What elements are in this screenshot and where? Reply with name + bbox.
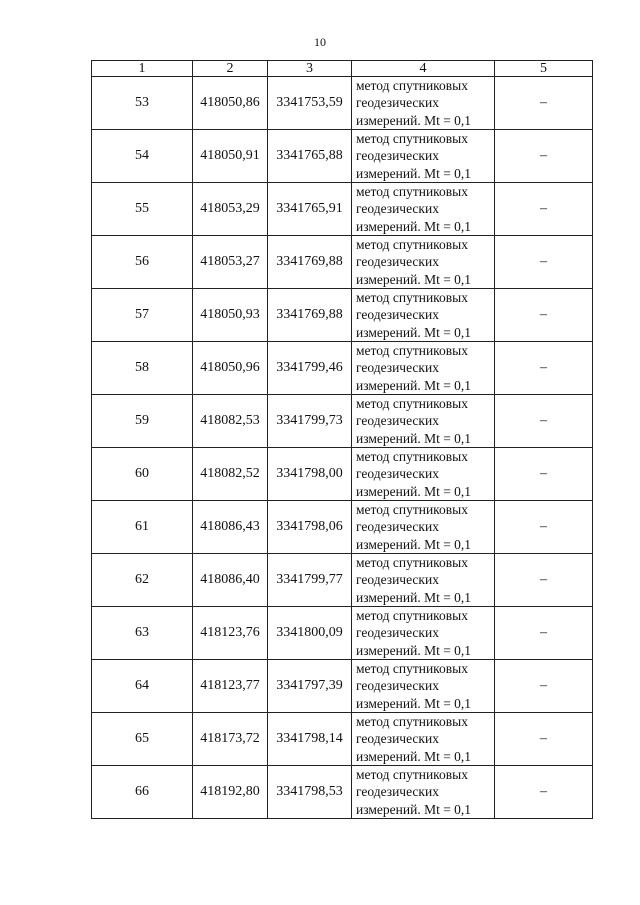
point-number-cell: 65 [92, 713, 193, 766]
column-header: 1 [92, 61, 193, 77]
point-number-cell: 66 [92, 766, 193, 819]
note-cell: – [495, 660, 593, 713]
table-row [92, 77, 593, 130]
method-cell: метод спутниковых геодезических измерений. Mt = 0,1 [352, 342, 495, 395]
y-coordinate-cell: 3341798,14 [268, 713, 352, 766]
table-row [92, 448, 593, 501]
table-row [92, 501, 593, 554]
note-cell: – [495, 607, 593, 660]
y-coordinate-cell: 3341800,09 [268, 607, 352, 660]
method-cell: метод спутниковых геодезических измерений. Mt = 0,1 [352, 448, 495, 501]
column-header: 4 [352, 61, 495, 77]
y-coordinate-cell: 3341798,53 [268, 766, 352, 819]
note-cell: – [495, 766, 593, 819]
method-cell: метод спутниковых геодезических измерений. Mt = 0,1 [352, 183, 495, 236]
method-cell: метод спутниковых геодезических измерений. Mt = 0,1 [352, 501, 495, 554]
method-cell: метод спутниковых геодезических измерений. Mt = 0,1 [352, 607, 495, 660]
x-coordinate-cell: 418053,27 [193, 236, 268, 289]
method-cell: метод спутниковых геодезических измерений. Mt = 0,1 [352, 766, 495, 819]
method-cell: метод спутниковых геодезических измерений. Mt = 0,1 [352, 395, 495, 448]
table-row [92, 342, 593, 395]
y-coordinate-cell: 3341765,91 [268, 183, 352, 236]
method-cell: метод спутниковых геодезических измерений. Mt = 0,1 [352, 289, 495, 342]
point-number-cell: 64 [92, 660, 193, 713]
x-coordinate-cell: 418050,86 [193, 77, 268, 130]
note-cell: – [495, 236, 593, 289]
point-number-cell: 57 [92, 289, 193, 342]
note-cell: – [495, 342, 593, 395]
table-row [92, 713, 593, 766]
table-row [92, 607, 593, 660]
y-coordinate-cell: 3341798,00 [268, 448, 352, 501]
note-cell: – [495, 289, 593, 342]
x-coordinate-cell: 418082,53 [193, 395, 268, 448]
note-cell: – [495, 501, 593, 554]
note-cell: – [495, 77, 593, 130]
y-coordinate-cell: 3341765,88 [268, 130, 352, 183]
x-coordinate-cell: 418123,76 [193, 607, 268, 660]
coordinates-table [91, 60, 593, 819]
y-coordinate-cell: 3341797,39 [268, 660, 352, 713]
table-row [92, 130, 593, 183]
point-number-cell: 58 [92, 342, 193, 395]
point-number-cell: 59 [92, 395, 193, 448]
point-number-cell: 54 [92, 130, 193, 183]
point-number-cell: 53 [92, 77, 193, 130]
method-cell: метод спутниковых геодезических измерений. Mt = 0,1 [352, 713, 495, 766]
table-row [92, 236, 593, 289]
x-coordinate-cell: 418053,29 [193, 183, 268, 236]
point-number-cell: 56 [92, 236, 193, 289]
method-cell: метод спутниковых геодезических измерений. Mt = 0,1 [352, 77, 495, 130]
x-coordinate-cell: 418050,96 [193, 342, 268, 395]
column-header: 5 [495, 61, 593, 77]
table-row [92, 289, 593, 342]
method-cell: метод спутниковых геодезических измерений. Mt = 0,1 [352, 236, 495, 289]
point-number-cell: 60 [92, 448, 193, 501]
y-coordinate-cell: 3341799,77 [268, 554, 352, 607]
y-coordinate-cell: 3341753,59 [268, 77, 352, 130]
x-coordinate-cell: 418123,77 [193, 660, 268, 713]
point-number-cell: 55 [92, 183, 193, 236]
x-coordinate-cell: 418173,72 [193, 713, 268, 766]
note-cell: – [495, 448, 593, 501]
point-number-cell: 63 [92, 607, 193, 660]
x-coordinate-cell: 418082,52 [193, 448, 268, 501]
y-coordinate-cell: 3341799,73 [268, 395, 352, 448]
table-header-row [92, 61, 593, 77]
table-row [92, 766, 593, 819]
x-coordinate-cell: 418050,91 [193, 130, 268, 183]
method-cell: метод спутниковых геодезических измерений. Mt = 0,1 [352, 554, 495, 607]
y-coordinate-cell: 3341798,06 [268, 501, 352, 554]
point-number-cell: 62 [92, 554, 193, 607]
method-cell: метод спутниковых геодезических измерений. Mt = 0,1 [352, 130, 495, 183]
table-row [92, 395, 593, 448]
table-row [92, 554, 593, 607]
x-coordinate-cell: 418050,93 [193, 289, 268, 342]
note-cell: – [495, 183, 593, 236]
point-number-cell: 61 [92, 501, 193, 554]
page-number: 10 [314, 35, 326, 49]
table-body [92, 77, 593, 819]
y-coordinate-cell: 3341769,88 [268, 289, 352, 342]
note-cell: – [495, 130, 593, 183]
note-cell: – [495, 713, 593, 766]
method-cell: метод спутниковых геодезических измерений. Mt = 0,1 [352, 660, 495, 713]
column-header: 2 [193, 61, 268, 77]
y-coordinate-cell: 3341799,46 [268, 342, 352, 395]
table-row [92, 183, 593, 236]
y-coordinate-cell: 3341769,88 [268, 236, 352, 289]
table-row [92, 660, 593, 713]
x-coordinate-cell: 418192,80 [193, 766, 268, 819]
note-cell: – [495, 395, 593, 448]
x-coordinate-cell: 418086,40 [193, 554, 268, 607]
column-header: 3 [268, 61, 352, 77]
x-coordinate-cell: 418086,43 [193, 501, 268, 554]
note-cell: – [495, 554, 593, 607]
